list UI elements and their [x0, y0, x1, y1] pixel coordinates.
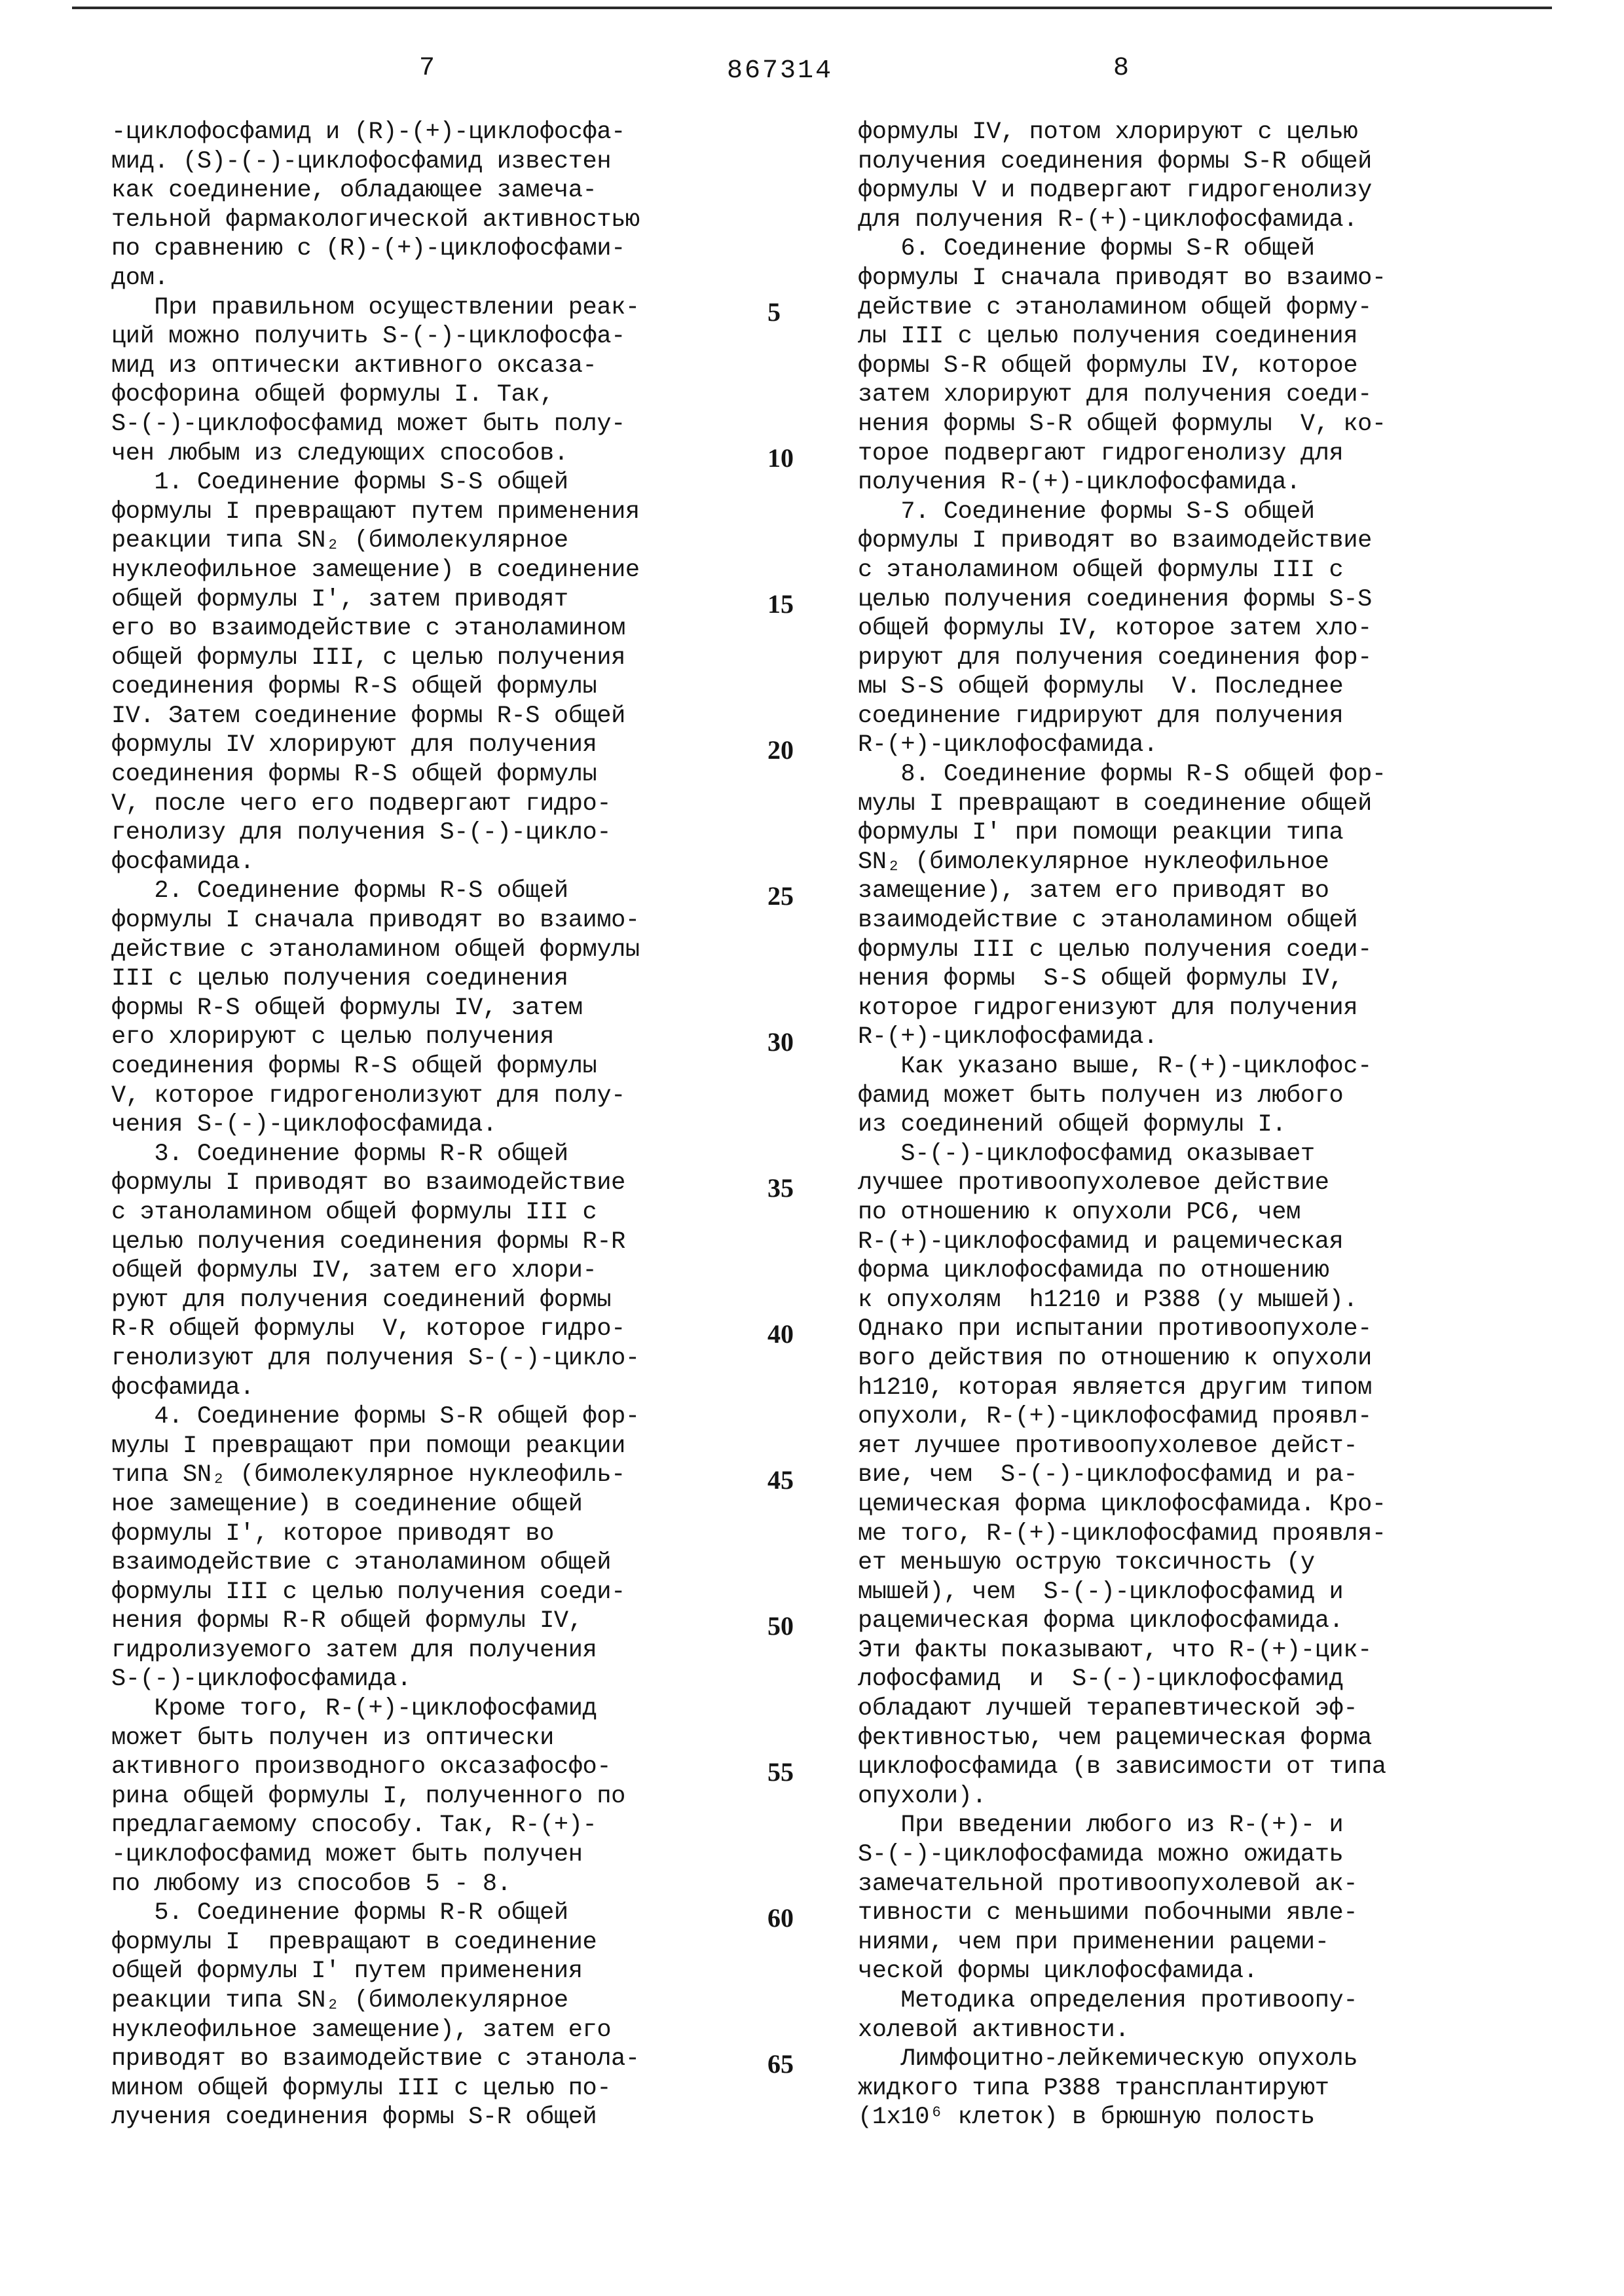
text-line: формулы IV, потом хлорируют с целью — [858, 118, 1358, 146]
text-line: мулы I превращают в соединение общей — [858, 790, 1372, 818]
text-line: холевой активности. — [858, 2016, 1130, 2044]
text-line: R-(+)-циклофосфамида. — [858, 731, 1158, 759]
text-line: Методика определения противоопу- — [858, 1987, 1358, 2014]
text-line: его во взаимодействие с этаноламином — [111, 615, 625, 643]
text-line: как соединение, обладающее замеча- — [111, 177, 597, 205]
text-line: общей формулы IV, затем его хлори- — [111, 1257, 597, 1285]
text-line: фосфамида. — [111, 1374, 255, 1402]
text-line: формулы III с целью получения соеди- — [858, 936, 1372, 964]
text-line: общей формулы IV, которое затем хло- — [858, 615, 1372, 643]
page-number-right: 8 — [1113, 54, 1130, 83]
text-line: его хлорируют с целью получения — [111, 1023, 554, 1051]
text-line: V, которое гидрогенолизуют для полу- — [111, 1082, 625, 1110]
text-line: вого действия по отношению к опухоли — [858, 1344, 1372, 1372]
text-line: лучения соединения формы S-R общей — [111, 2104, 597, 2132]
text-line: гидролизуемого затем для получения — [111, 1636, 597, 1664]
text-line: -циклофосфамид и (R)-(+)-циклофосфа- — [111, 118, 625, 146]
text-line: IV. Затем соединение формы R-S общей — [111, 702, 625, 730]
text-line: замечательной противоопухолевой ак- — [858, 1870, 1358, 1898]
text-line: по любому из способов 5 - 8. — [111, 1870, 511, 1898]
text-line: мид. (S)-(-)-циклофосфамид известен — [111, 147, 612, 175]
top-rule — [72, 7, 1552, 9]
text-line: лы III с целью получения соединения — [858, 323, 1358, 351]
text-line: При правильном осуществлении реак- — [111, 293, 640, 321]
text-line: Однако при испытании противоопухоле- — [858, 1315, 1372, 1343]
text-line: лучшее противоопухолевое действие — [858, 1169, 1329, 1197]
text-line: генолизу для получения S-(-)-цикло- — [111, 819, 612, 847]
line-number: 35 — [767, 1173, 794, 1203]
text-line: генолизуют для получения S-(-)-цикло- — [111, 1344, 640, 1372]
text-line: Кроме того, R-(+)-циклофосфамид — [111, 1695, 597, 1723]
line-number: 55 — [767, 1757, 794, 1787]
line-number: 50 — [767, 1611, 794, 1641]
text-line: получения соединения формы S-R общей — [858, 147, 1372, 175]
text-line: 1. Соединение формы S-S общей — [111, 469, 568, 497]
text-line: ческой формы циклофосфамида. — [858, 1958, 1258, 1986]
text-line: общей формулы I', затем приводят — [111, 585, 568, 613]
text-line: типа SN₂ (бимолекулярное нуклеофиль- — [111, 1461, 625, 1489]
text-line: взаимодействие с этаноламином общей — [111, 1549, 612, 1577]
text-line: S-(-)-циклофосфамид может быть полу- — [111, 410, 625, 438]
text-line: тельной фармакологической активностью — [111, 206, 640, 234]
text-line: целью получения соединения формы R-R — [111, 1228, 625, 1256]
text-line: При введении любого из R-(+)- и — [858, 1812, 1344, 1840]
text-line: торое подвергают гидрогенолизу для — [858, 439, 1344, 467]
text-line: мы S-S общей формулы V. Последнее — [858, 673, 1344, 701]
text-line: Лимфоцитно-лейкемическую опухоль — [858, 2045, 1358, 2073]
text-line: V, после чего его подвергают гидро- — [111, 790, 612, 818]
left-text-column — [111, 118, 766, 2132]
text-line: вие, чем S-(-)-циклофосфамид и ра- — [858, 1461, 1358, 1489]
text-line: S-(-)-циклофосфамида. — [111, 1666, 411, 1694]
text-line: 6. Соединение формы S-R общей — [858, 235, 1315, 263]
text-line: Эти факты показывают, что R-(+)-цик- — [858, 1636, 1372, 1664]
text-line: общей формулы III, с целью получения — [111, 644, 625, 672]
text-line: Как указано выше, R-(+)-циклофос- — [858, 1053, 1372, 1080]
text-line: целью получения соединения формы S-S — [858, 585, 1372, 613]
text-line: (1x10⁶ клеток) в брюшную полость — [858, 2104, 1315, 2132]
text-line: соединения формы R-S общей формулы — [111, 1053, 597, 1080]
line-number: 45 — [767, 1465, 794, 1495]
text-line: чен любым из следующих способов. — [111, 439, 568, 467]
page-number-left: 7 — [419, 54, 435, 83]
text-line: получения R-(+)-циклофосфамида. — [858, 469, 1301, 497]
text-line: реакции типа SN₂ (бимолекулярное — [111, 1987, 568, 2014]
line-number: 25 — [767, 881, 794, 911]
text-line: R-R общей формулы V, которое гидро- — [111, 1315, 625, 1343]
text-line: 4. Соединение формы S-R общей фор- — [111, 1403, 640, 1431]
text-line: по отношению к опухоли PC6, чем — [858, 1198, 1301, 1226]
text-line: ме того, R-(+)-циклофосфамид проявля- — [858, 1520, 1386, 1548]
text-line: ниями, чем при применении рацеми- — [858, 1928, 1329, 1956]
text-line: с этаноламином общей формулы III с — [858, 556, 1344, 584]
text-line: жидкого типа P388 трансплантируют — [858, 2074, 1329, 2102]
text-line: нуклеофильное замещение), затем его — [111, 2016, 612, 2044]
text-line: S-(-)-циклофосфамид оказывает — [858, 1140, 1315, 1168]
line-number: 10 — [767, 443, 794, 473]
text-line: формы S-R общей формулы IV, которое — [858, 352, 1358, 380]
line-number: 60 — [767, 1903, 794, 1933]
text-line: фосфамида. — [111, 848, 255, 876]
text-line: R-(+)-циклофосфамид и рацемическая — [858, 1228, 1344, 1256]
text-line: соединение гидрируют для получения — [858, 702, 1344, 730]
text-line: ций можно получить S-(-)-циклофосфа- — [111, 323, 625, 351]
text-line: рацемическая форма циклофосфамида. — [858, 1607, 1344, 1635]
text-line: тивности с меньшими побочными явле- — [858, 1899, 1358, 1927]
text-line: действие с этаноламином общей формулы — [111, 936, 640, 964]
text-line: обладают лучшей терапевтической эф- — [858, 1695, 1358, 1723]
text-line: из соединений общей формулы I. — [858, 1111, 1287, 1139]
text-line: ет меньшую острую токсичность (у — [858, 1549, 1315, 1577]
text-line: 5. Соединение формы R-R общей — [111, 1899, 568, 1927]
text-line: нуклеофильное замещение) в соединение — [111, 556, 640, 584]
text-line: фамид может быть получен из любого — [858, 1082, 1344, 1110]
text-line: S-(-)-циклофосфамида можно ожидать — [858, 1841, 1344, 1869]
text-line: -циклофосфамид может быть получен — [111, 1841, 583, 1869]
text-line: с этаноламином общей формулы III с — [111, 1198, 597, 1226]
text-line: к опухолям h1210 и P388 (у мышей). — [858, 1286, 1358, 1314]
text-line: активного производного оксазафосфо- — [111, 1753, 612, 1781]
line-number: 40 — [767, 1319, 794, 1349]
line-number: 30 — [767, 1027, 794, 1057]
text-line: 7. Соединение формы S-S общей — [858, 498, 1315, 526]
text-line: рина общей формулы I, полученного по — [111, 1782, 625, 1810]
text-line: цемическая форма циклофосфамида. Кро- — [858, 1490, 1386, 1518]
text-line: яет лучшее противоопухолевое дейст- — [858, 1432, 1358, 1460]
line-number: 20 — [767, 735, 794, 765]
text-line: опухоли). — [858, 1782, 987, 1810]
text-line: общей формулы I' путем применения — [111, 1958, 583, 1986]
text-line: для получения R-(+)-циклофосфамида. — [858, 206, 1358, 234]
text-line: формулы V и подвергают гидрогенолизу — [858, 177, 1372, 205]
text-line: предлагаемому способу. Так, R-(+)- — [111, 1812, 597, 1840]
text-line: формулы I приводят во взаимодействие — [858, 527, 1372, 555]
text-line: формы R-S общей формулы IV, затем — [111, 994, 583, 1022]
text-line: формулы I', которое приводят во — [111, 1520, 554, 1548]
line-number: 5 — [767, 297, 781, 327]
text-line: III с целью получения соединения — [111, 965, 568, 993]
text-line: соединения формы R-S общей формулы — [111, 673, 597, 701]
text-line: соединения формы R-S общей формулы — [111, 761, 597, 789]
line-number: 15 — [767, 589, 794, 619]
text-line: формулы I сначала приводят во взаимо- — [858, 264, 1386, 292]
text-line: циклофосфамида (в зависимости от типа — [858, 1753, 1386, 1781]
text-line: мышей), чем S-(-)-циклофосфамид и — [858, 1578, 1344, 1606]
right-text-column — [858, 118, 1532, 2132]
text-line: чения S-(-)-циклофосфамида. — [111, 1111, 497, 1139]
text-line: форма циклофосфамида по отношению — [858, 1257, 1329, 1285]
text-line: ное замещение) в соединение общей — [111, 1490, 583, 1518]
text-line: рируют для получения соединения фор- — [858, 644, 1372, 672]
text-line: действие с этаноламином общей форму- — [858, 293, 1372, 321]
text-line: мулы I превращают при помощи реакции — [111, 1432, 625, 1460]
text-line: формулы I приводят во взаимодействие — [111, 1169, 625, 1197]
text-line: формулы I сначала приводят во взаимо- — [111, 907, 640, 935]
text-line: лофосфамид и S-(-)-циклофосфамид — [858, 1666, 1344, 1694]
text-line: формулы I превращают в соединение — [111, 1928, 597, 1956]
text-line: опухоли, R-(+)-циклофосфамид проявл- — [858, 1403, 1372, 1431]
text-line: нения формы R-R общей формулы IV, — [111, 1607, 583, 1635]
text-line: замещение), затем его приводят во — [858, 877, 1329, 905]
text-line: 2. Соединение формы R-S общей — [111, 877, 568, 905]
text-line: фосфорина общей формулы I. Так, — [111, 381, 554, 409]
text-line: фективностью, чем рацемическая форма — [858, 1724, 1372, 1752]
text-line: R-(+)-циклофосфамида. — [858, 1023, 1158, 1051]
text-line: SN₂ (бимолекулярное нуклеофильное — [858, 848, 1329, 876]
text-line: формулы III с целью получения соеди- — [111, 1578, 625, 1606]
text-line: нения формы S-S общей формулы IV, — [858, 965, 1344, 993]
text-line: реакции типа SN₂ (бимолекулярное — [111, 527, 568, 555]
text-line: мином общей формулы III с целью по- — [111, 2074, 612, 2102]
text-line: формулы IV хлорируют для получения — [111, 731, 597, 759]
text-line: формулы I' при помощи реакции типа — [858, 819, 1344, 847]
text-line: руют для получения соединений формы — [111, 1286, 612, 1314]
text-line: 8. Соединение формы R-S общей фор- — [858, 761, 1386, 789]
text-line: по сравнению с (R)-(+)-циклофосфами- — [111, 235, 625, 263]
text-line: может быть получен из оптически — [111, 1724, 554, 1752]
text-line: приводят во взаимодействие с этанола- — [111, 2045, 640, 2073]
text-line: 3. Соединение формы R-R общей — [111, 1140, 568, 1168]
text-line: взаимодействие с этаноламином общей — [858, 907, 1358, 935]
patent-number: 867314 — [727, 56, 834, 86]
line-number: 65 — [767, 2049, 794, 2079]
text-line: мид из оптически активного оксаза- — [111, 352, 597, 380]
text-line: формулы I превращают путем применения — [111, 498, 640, 526]
text-line: h1210, которая является другим типом — [858, 1374, 1372, 1402]
text-line: затем хлорируют для получения соеди- — [858, 381, 1372, 409]
text-line: которое гидрогенизуют для получения — [858, 994, 1358, 1022]
text-line: нения формы S-R общей формулы V, ко- — [858, 410, 1386, 438]
text-line: дом. — [111, 264, 169, 292]
